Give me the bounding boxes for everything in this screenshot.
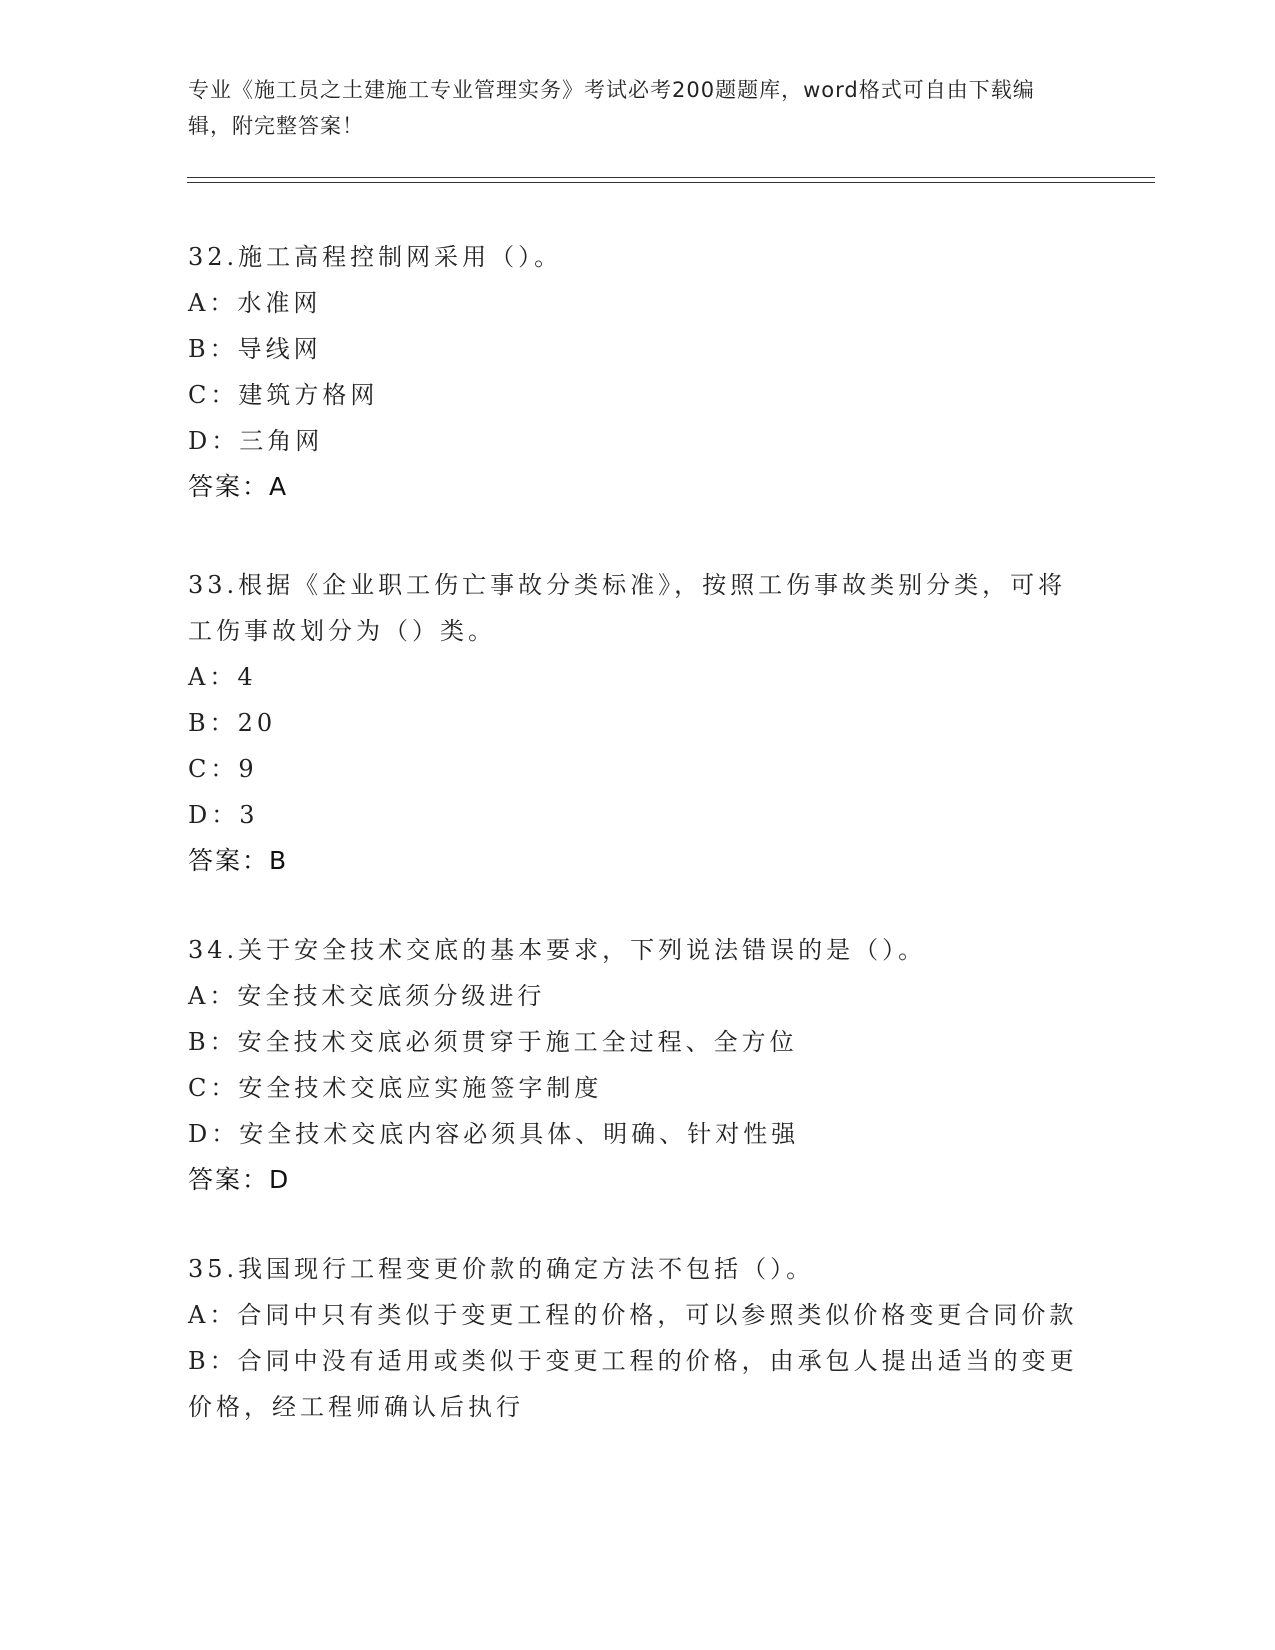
option-d: D：3 [188, 801, 259, 829]
answer: 答案：D [188, 1165, 291, 1194]
document-header-intro: 专业《施工员之土建施工专业管理实务》考试必考200题题库，word格式可自由下载编辑，附完整答案！ [188, 78, 1035, 138]
option-c: C：安全技术交底应实施签字制度 [188, 1074, 603, 1102]
option-b: B：合同中没有适用或类似于变更工程的价格，由承包人提出适当的变更价格，经工程师确认后执行 [188, 1347, 1078, 1421]
question-stem: 35.我国现行工程变更价款的确定方法不包括（）。 [188, 1255, 815, 1283]
option-b: B：导线网 [188, 335, 322, 363]
option-d: D：安全技术交底内容必须具体、明确、针对性强 [188, 1120, 800, 1148]
question-stem: 34.关于安全技术交底的基本要求，下列说法错误的是（）。 [188, 936, 927, 964]
header-divider-bottom [187, 182, 1155, 183]
option-c: C：9 [188, 755, 258, 783]
question-32 [188, 234, 1078, 510]
option-b: B：安全技术交底必须贯穿于施工全过程、全方位 [188, 1028, 798, 1056]
option-a: A：4 [188, 663, 257, 691]
option-a: A：安全技术交底须分级进行 [188, 982, 546, 1010]
option-b: B：20 [188, 709, 277, 737]
option-a: A：水准网 [188, 289, 322, 317]
question-34 [188, 927, 1078, 1203]
answer: 答案：B [188, 846, 289, 875]
answer: 答案：A [188, 472, 289, 501]
question-stem: 33.根据《企业职工伤亡事故分类标准》，按照工伤事故类别分类，可将工伤事故划分为（）类。 [188, 571, 1067, 645]
option-c: C：建筑方格网 [188, 381, 379, 409]
question-33 [188, 562, 1078, 884]
question-35 [188, 1246, 1078, 1430]
option-d: D：三角网 [188, 427, 324, 455]
header-divider-top [187, 177, 1155, 178]
question-stem: 32.施工高程控制网采用（）。 [188, 243, 563, 271]
option-a: A：合同中只有类似于变更工程的价格，可以参照类似价格变更合同价款 [188, 1301, 1078, 1329]
